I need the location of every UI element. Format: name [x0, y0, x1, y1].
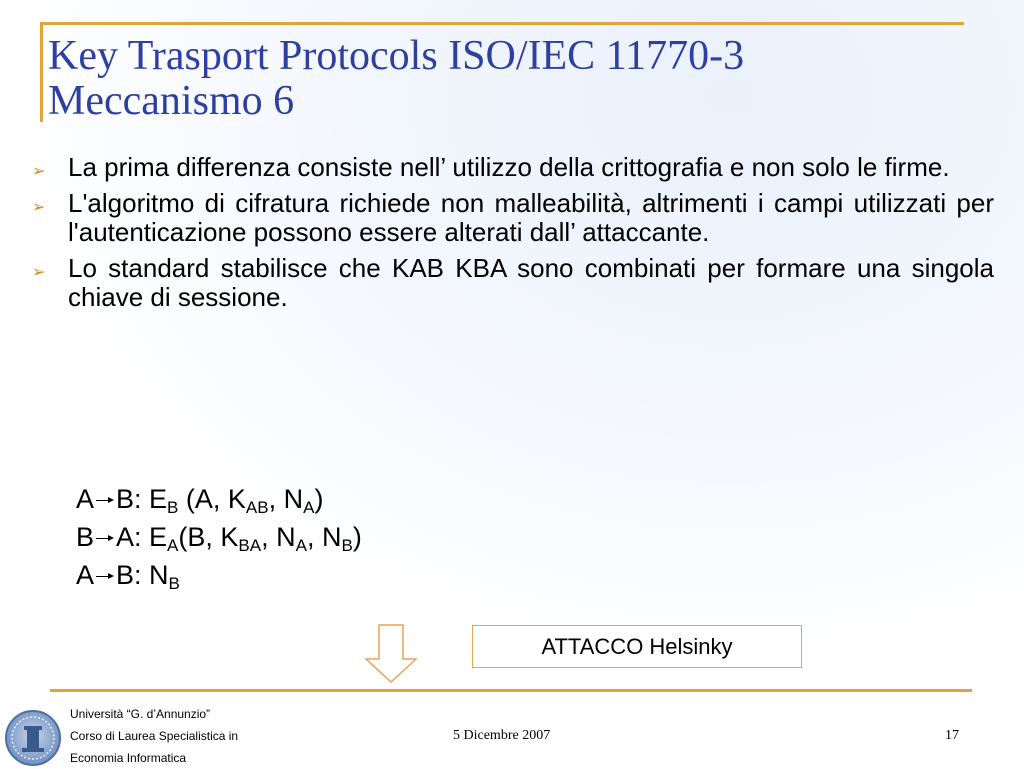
- bullet-item: [28, 153, 994, 182]
- protocol-step-2: B A: $E_A(B$, $K_{BA}$, $N_A$, $N_B$): [76, 522, 362, 555]
- attack-label: ATTACCO Helsinky: [541, 633, 733, 659]
- page-number: 17: [945, 728, 959, 743]
- protocol-step-3: A B: $N_B$: [76, 560, 180, 593]
- chevron-right-icon: ➢: [32, 199, 46, 216]
- bullet-text: La prima differenza consiste nell’ utilizzo della crittografia e non solo le firme.: [68, 152, 950, 182]
- footer-university: Università “G. d’Annunzio”: [70, 707, 211, 721]
- bullet-text: Lo standard stabilisce che KAB KBA sono combinati per formare una singola chiave di sessione.: [68, 253, 994, 312]
- protocol-step-1: A B: $E_B$ (A, $K_{AB}$, $N_A$): [76, 484, 324, 517]
- chevron-right-icon: ➢: [32, 163, 46, 180]
- bullet-item: [28, 254, 994, 312]
- bullet-item: [28, 189, 994, 247]
- footer-program: Economia Informatica: [70, 751, 187, 765]
- footer-university-block: [70, 703, 238, 769]
- arrow-right-icon: [94, 534, 116, 544]
- arrow-right-icon: [94, 572, 116, 582]
- university-logo: [3, 706, 63, 768]
- title-top-rule: [40, 22, 964, 25]
- bullet-text: L'algoritmo di cifratura richiede non malleabilità, altrimenti i campi utilizzati per l'autenticazione possono essere alterati dall’ attaccante.: [68, 188, 994, 247]
- slide-title: [48, 34, 744, 124]
- down-arrow-icon: [364, 624, 418, 684]
- footer-course: Corso di Laurea Specialistica in: [70, 729, 239, 743]
- attack-label-box: [472, 625, 802, 668]
- arrow-right-icon: [94, 496, 116, 506]
- title-line-2: Meccanismo 6: [48, 78, 295, 124]
- bullet-list: [28, 153, 994, 319]
- protocol-messages: [76, 480, 362, 594]
- footer-date: 5 Dicembre 2007: [453, 728, 551, 743]
- footer-rule: [50, 689, 972, 692]
- chevron-right-icon: ➢: [32, 264, 46, 281]
- title-left-rule: [40, 22, 43, 122]
- title-line-1: Key Trasport Protocols ISO/IEC 11770-3: [48, 33, 745, 79]
